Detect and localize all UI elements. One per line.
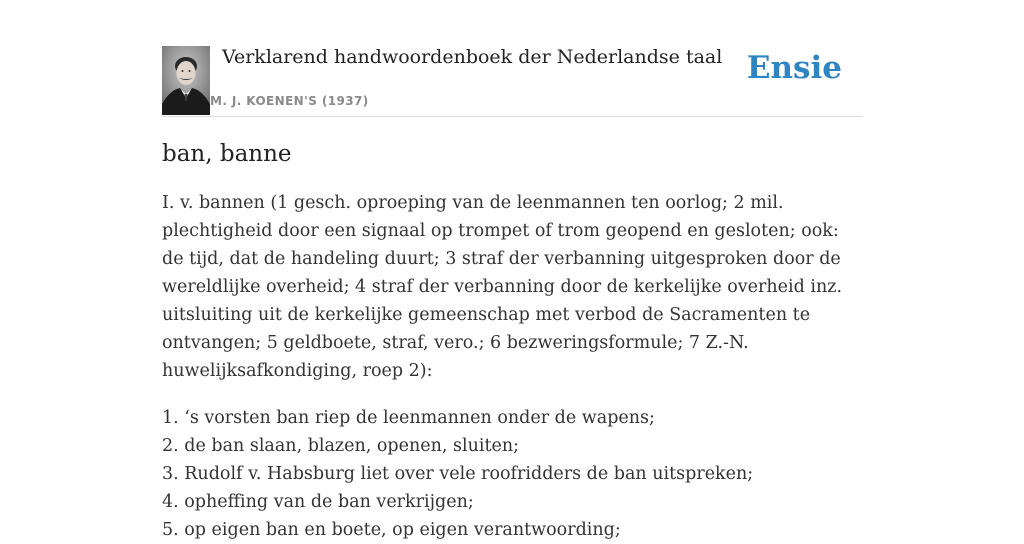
content-container	[162, 0, 862, 544]
example-item: 4. opheffing van de ban verkrijgen;	[162, 492, 474, 512]
example-item: 2. de ban slaan, blazen, openen, sluiten;	[162, 436, 520, 456]
example-item: 5. op eigen ban en boete, op eigen verantwoording;	[162, 520, 621, 540]
example-item: 1. ‘s vorsten ban riep de leenmannen onder de wapens;	[162, 408, 655, 428]
site-header	[162, 0, 862, 117]
ensie-logo-link[interactable]: Ensie	[746, 50, 842, 86]
author-portrait-icon	[162, 46, 210, 115]
example-item: 3. Rudolf v. Habsburg liet over vele roofridders de ban uitspreken;	[162, 464, 754, 484]
entry-definition: I. v. bannen (1 gesch. oproeping van de leenmannen ten oorlog; 2 mil. plechtigheid door een signaal op trompet of trom geopend en gesloten; ook: de tijd, dat de handeling duurt; 3 straf der verbanning uitgesproken door de wereldlijke overheid; 4 straf der verbanning door de kerkelijke overheid inz. uitsluiting uit de kerkelijke gemeenschap met verbod de Sacramenten te ontvangen; 5 geldboete, straf, vero.; 6 bezweringsformule; 7 Z.-N. huwelijksafkondiging, roep 2):	[162, 193, 843, 381]
author-edition-label: M. J. KOENEN'S (1937)	[210, 94, 369, 108]
entry-main	[162, 141, 862, 544]
book-title: Verklarend handwoordenboek der Nederlandse taal	[222, 46, 723, 68]
portrait-image	[162, 46, 210, 115]
example-list	[162, 404, 862, 544]
entry-headword: ban, banne	[162, 141, 292, 167]
